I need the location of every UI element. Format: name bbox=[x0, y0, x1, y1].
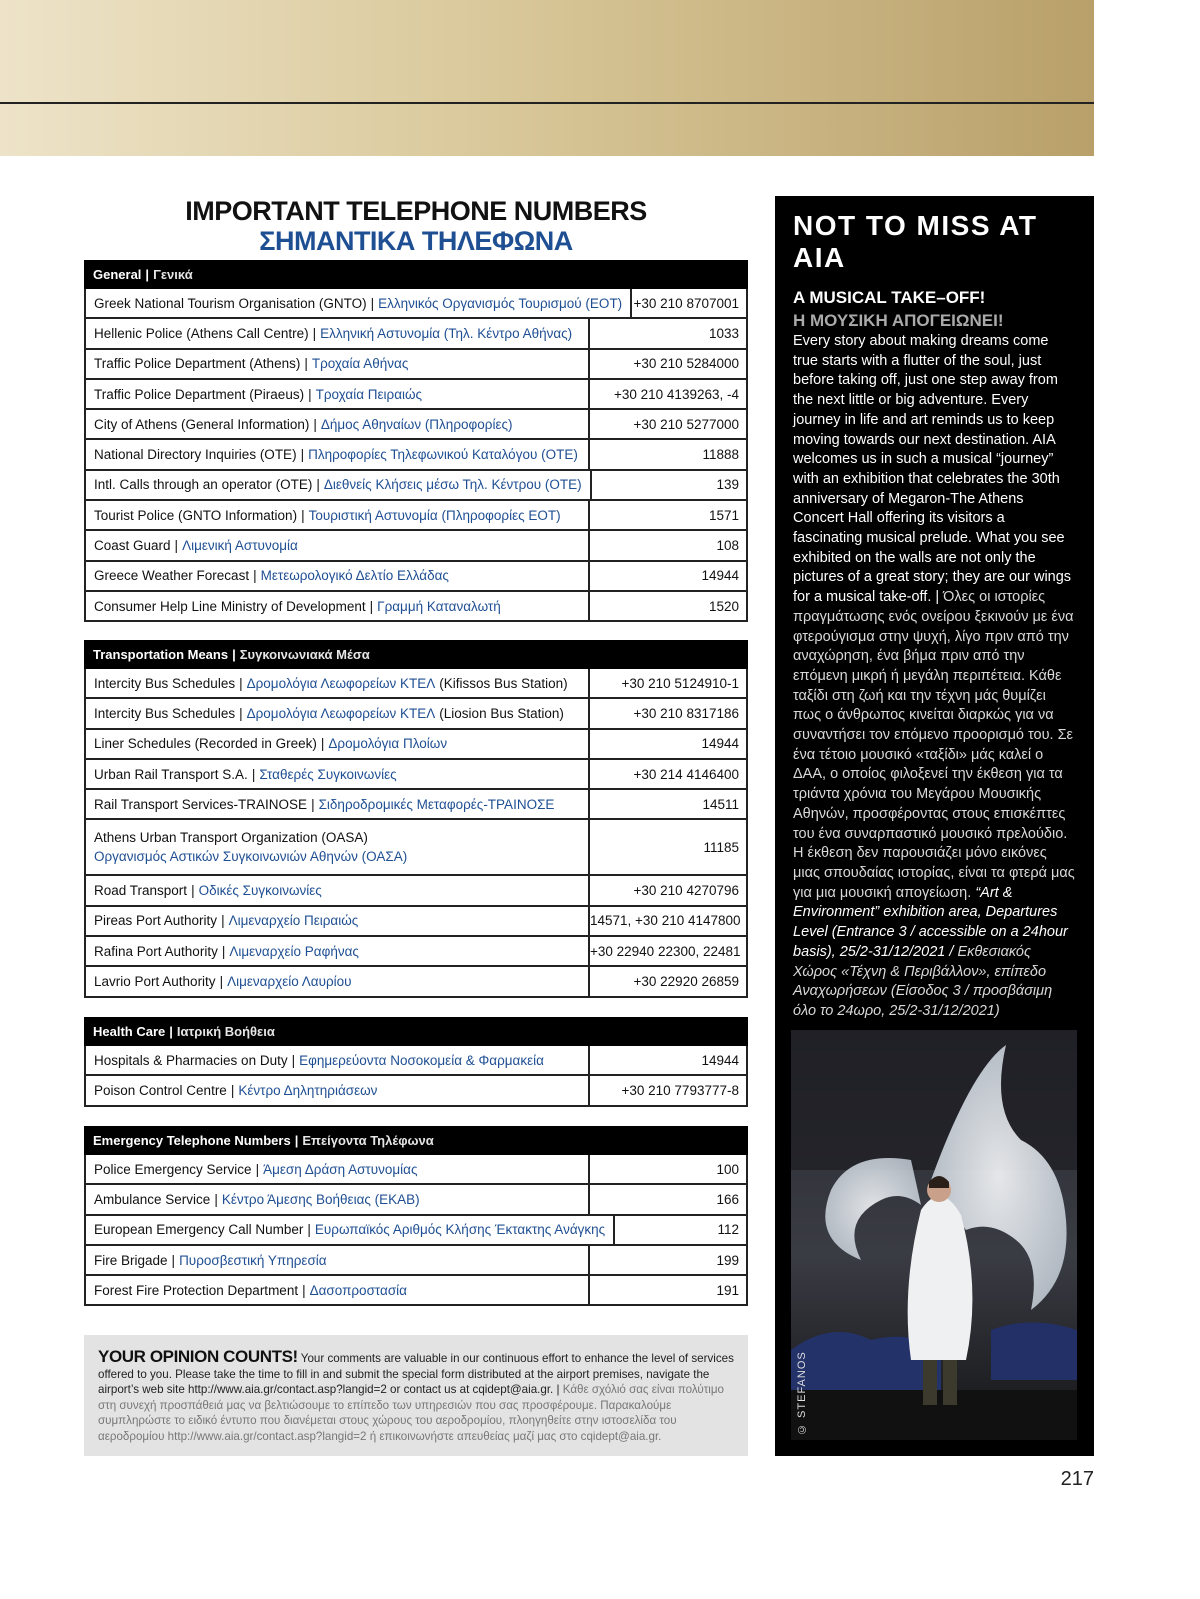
service-name-gr: Τουριστική Αστυνομία (Πληροφορίες ΕΟΤ) bbox=[308, 507, 561, 523]
name-separator: | bbox=[251, 766, 256, 782]
service-name-gr: Ελληνικός Οργανισμός Τουρισμού (ΕΟΤ) bbox=[378, 295, 623, 311]
service-name-gr: Οδικές Συγκοινωνίες bbox=[198, 883, 322, 899]
name-separator: | bbox=[316, 477, 320, 493]
section-heading bbox=[84, 640, 748, 669]
phone-number: 14511 bbox=[702, 796, 739, 812]
section-heading bbox=[84, 260, 748, 289]
name-separator: | bbox=[304, 356, 308, 372]
name-separator: | bbox=[191, 883, 195, 899]
table-row bbox=[84, 669, 748, 699]
section-heading-separator: | bbox=[232, 647, 236, 662]
service-name-cell bbox=[86, 350, 590, 378]
table-row bbox=[84, 592, 748, 622]
table-row bbox=[84, 501, 748, 531]
service-name-cell bbox=[86, 907, 590, 935]
table-row bbox=[84, 820, 748, 876]
section-heading bbox=[84, 1126, 748, 1155]
service-name-cell bbox=[86, 380, 590, 408]
service-name-cell bbox=[86, 876, 590, 904]
phone-number: 108 bbox=[716, 538, 739, 554]
section-table bbox=[84, 1017, 748, 1107]
table-row bbox=[84, 1246, 748, 1276]
service-name-gr: Δασοπροστασία bbox=[309, 1282, 407, 1298]
service-name-en: Traffic Police Department (Piraeus) bbox=[94, 386, 305, 402]
service-location: (Kifissos Bus Station) bbox=[439, 675, 568, 691]
opinion-heading: YOUR OPINION COUNTS! bbox=[98, 1347, 298, 1366]
phone-number: 199 bbox=[716, 1252, 739, 1268]
phone-number: 191 bbox=[716, 1282, 739, 1298]
table-row bbox=[84, 1046, 748, 1076]
service-name-cell bbox=[86, 1246, 590, 1274]
service-name-en: Greek National Tourism Organisation (GNTO) bbox=[94, 295, 367, 311]
phone-number: +30 210 8317186 bbox=[633, 705, 739, 721]
service-name-gr: Λιμεναρχείο Ραφήνας bbox=[229, 943, 359, 959]
service-location: (Liosion Bus Station) bbox=[439, 705, 564, 721]
table-row bbox=[84, 760, 748, 790]
service-name-gr: Λιμενική Αστυνομία bbox=[182, 538, 298, 554]
service-name-gr: Δρομολόγια Πλοίων bbox=[328, 736, 448, 752]
sidebar-body-en: Every story about making dreams come true starts with a flutter of the soul, just before taking off, just one step away from the next little or big adventure. Every journey in life and art reminds us to keep moving towards our next destination. AIA welcomes us in such a musical “journey” with an exhibition that celebrates the 30th anniversary of Megaron-The Athens Concert Hall offering its visitors a fascinating musical prelude. What you see exhibited on the walls are not only the pictures of a great story; they are our wings for a musical take-off. | bbox=[793, 333, 1072, 606]
service-name-en: Rail Transport Services-TRAINOSE bbox=[94, 796, 308, 812]
service-name-en: Coast Guard bbox=[94, 538, 171, 554]
service-name-en: Urban Rail Transport S.A. bbox=[94, 766, 248, 782]
name-separator: | bbox=[214, 1191, 218, 1207]
table-row bbox=[84, 1276, 748, 1306]
table-row bbox=[84, 1155, 748, 1185]
service-name-gr: Λιμεναρχείο Πειραιώς bbox=[228, 913, 359, 929]
sidebar-title: NOT TO MISS AT AIA bbox=[793, 210, 1038, 273]
name-separator: | bbox=[300, 447, 305, 463]
table-row bbox=[84, 699, 748, 729]
service-name-gr: Ελληνική Αστυνομία (Τηλ. Κέντρο Αθήνας) bbox=[320, 325, 573, 341]
dancer-photo bbox=[791, 1030, 1077, 1440]
name-separator: | bbox=[291, 1052, 296, 1068]
name-separator: | bbox=[301, 507, 305, 523]
service-name-cell bbox=[86, 501, 590, 529]
phone-number: +30 210 4139263, -4 bbox=[614, 386, 739, 402]
header-divider-line bbox=[0, 102, 1094, 104]
phone-number: +30 22920 26859 bbox=[633, 974, 739, 990]
phone-number: 14944 bbox=[701, 1052, 739, 1068]
service-name-en: Traffic Police Department (Athens) bbox=[94, 356, 301, 372]
table-row bbox=[84, 440, 748, 470]
service-name-cell bbox=[86, 820, 590, 874]
phone-number: +30 210 5284000 bbox=[633, 356, 739, 372]
service-name-cell bbox=[86, 730, 590, 758]
service-name-en: Intl. Calls through an operator (OTE) bbox=[94, 477, 313, 493]
service-name-cell bbox=[86, 790, 590, 818]
section-heading-en: Transportation Means bbox=[93, 647, 229, 662]
service-name-en: National Directory Inquiries (OTE) bbox=[94, 447, 297, 463]
name-separator: | bbox=[174, 538, 179, 554]
service-name-en: Police Emergency Service bbox=[94, 1161, 252, 1177]
service-name-gr: Δρομολόγια Λεωφορείων ΚΤΕΛ bbox=[246, 705, 436, 721]
service-name-en: European Emergency Call Number bbox=[94, 1222, 304, 1238]
phone-number: 166 bbox=[716, 1191, 739, 1207]
phone-number: +30 210 5277000 bbox=[633, 416, 739, 432]
service-name-en: Intercity Bus Schedules bbox=[94, 705, 236, 721]
service-name-gr: Μετεωρολογικό Δελτίο Ελλάδας bbox=[260, 568, 449, 584]
service-name-en: Tourist Police (GNTO Information) bbox=[94, 507, 298, 523]
sidebar-heading-gr: Η ΜΟΥΣΙΚΗ ΑΠΟΓΕΙΩΝΕΙ! bbox=[793, 311, 1004, 330]
service-name-en: Intercity Bus Schedules bbox=[94, 675, 236, 691]
service-name-en: Ambulance Service bbox=[94, 1191, 211, 1207]
service-name-en: Hellenic Police (Athens Call Centre) bbox=[94, 325, 309, 341]
service-name-gr: Διεθνείς Κλήσεις μέσω Τηλ. Κέντρου (ΟΤΕ) bbox=[323, 477, 582, 493]
table-row bbox=[84, 531, 748, 561]
service-name-gr: Πληροφορίες Τηλεφωνικού Καταλόγου (ΟΤΕ) bbox=[308, 447, 578, 463]
name-separator: | bbox=[221, 943, 226, 959]
service-name-en: Consumer Help Line Ministry of Development bbox=[94, 598, 366, 614]
service-name-cell bbox=[86, 1155, 590, 1183]
table-row bbox=[84, 1076, 748, 1106]
service-name-gr: Ευρωπαϊκός Αριθμός Κλήσης Έκτακτης Ανάγκης bbox=[314, 1222, 606, 1238]
table-row bbox=[84, 876, 748, 906]
service-name-gr: Γραμμή Καταναλωτή bbox=[377, 598, 501, 614]
service-name-en: City of Athens (General Information) bbox=[94, 416, 310, 432]
section-heading-gr: Συγκοινωνιακά Μέσα bbox=[239, 647, 370, 662]
service-name-en: Greece Weather Forecast bbox=[94, 568, 250, 584]
name-separator: | bbox=[221, 913, 225, 929]
phone-number: +30 210 8707001 bbox=[633, 295, 739, 311]
service-name-en: Rafina Port Authority bbox=[94, 943, 218, 959]
phone-number: 1571 bbox=[708, 507, 739, 523]
phone-number: 14944 bbox=[701, 736, 739, 752]
section-table bbox=[84, 1126, 748, 1306]
phone-number: 139 bbox=[716, 477, 739, 493]
header-gold-band bbox=[0, 0, 1094, 156]
service-name-gr: Κέντρο Άμεσης Βοήθειας (ΕΚΑΒ) bbox=[221, 1191, 420, 1207]
page-title-gr: ΣΗΜΑΝΤΙΚΑ ΤΗΛΕΦΩΝΑ bbox=[259, 226, 573, 256]
phone-number: +30 210 4270796 bbox=[633, 883, 739, 899]
name-separator: | bbox=[311, 796, 315, 812]
service-name-en: Pireas Port Authority bbox=[94, 913, 218, 929]
service-name-en: Hospitals & Pharmacies on Duty bbox=[94, 1052, 288, 1068]
table-row bbox=[84, 471, 748, 501]
name-separator: | bbox=[219, 974, 224, 990]
service-name-gr: Κέντρο Δηλητηριάσεων bbox=[238, 1082, 378, 1098]
section-table bbox=[84, 640, 748, 998]
section-heading-separator: | bbox=[169, 1024, 173, 1039]
service-name-cell bbox=[86, 699, 590, 727]
section-heading-separator: | bbox=[294, 1133, 299, 1148]
service-name-cell bbox=[86, 562, 590, 590]
service-name-gr: Λιμεναρχείο Λαυρίου bbox=[227, 974, 352, 990]
photo-credit: © STEFANOS bbox=[796, 1351, 808, 1435]
name-separator: | bbox=[302, 1282, 306, 1298]
section-heading-separator: | bbox=[145, 267, 150, 282]
name-separator: | bbox=[255, 1161, 260, 1177]
service-name-cell bbox=[86, 319, 590, 347]
service-name-cell bbox=[86, 1046, 590, 1074]
service-name-cell bbox=[86, 1185, 590, 1213]
name-separator: | bbox=[307, 1222, 311, 1238]
service-name-cell bbox=[86, 1076, 590, 1104]
table-row bbox=[84, 289, 748, 319]
service-name-gr: Τροχαία Πειραιώς bbox=[315, 386, 423, 402]
name-separator: | bbox=[370, 295, 375, 311]
phone-number: 14944 bbox=[701, 568, 739, 584]
service-name-en: Poison Control Centre bbox=[94, 1082, 227, 1098]
table-row bbox=[84, 967, 748, 997]
section-heading-gr: Ιατρική Βοήθεια bbox=[176, 1024, 275, 1039]
name-separator: | bbox=[239, 675, 243, 691]
service-name-gr: Σταθερές Συγκοινωνίες bbox=[259, 766, 397, 782]
section-heading-en: Health Care bbox=[93, 1024, 166, 1039]
phone-number: 100 bbox=[716, 1161, 739, 1177]
phone-number: +30 22940 22300, 22481 bbox=[590, 943, 741, 959]
service-name-cell bbox=[86, 937, 590, 965]
table-row bbox=[84, 380, 748, 410]
service-name-cell bbox=[86, 289, 632, 317]
table-row bbox=[84, 350, 748, 380]
service-name-cell bbox=[86, 471, 592, 499]
sidebar-venue-en: “Art & Environment” exhibition area, Departures Level (Entrance 3 / accessible on a 24hour basis), 25/2-31/12/2021 / bbox=[793, 884, 1068, 960]
service-name-cell bbox=[86, 967, 590, 995]
service-name-gr: Δρομολόγια Λεωφορείων ΚΤΕΛ bbox=[246, 675, 436, 691]
opinion-box bbox=[84, 1335, 748, 1456]
table-row bbox=[84, 790, 748, 820]
service-name-gr: Τροχαία Αθήνας bbox=[311, 356, 409, 372]
section-table bbox=[84, 260, 748, 622]
service-name-cell bbox=[86, 760, 590, 788]
page-title-en: IMPORTANT TELEPHONE NUMBERS bbox=[185, 196, 647, 226]
service-name-gr: Άμεση Δράση Αστυνομίας bbox=[263, 1161, 418, 1177]
phone-number: 1520 bbox=[708, 598, 739, 614]
phone-number: 1033 bbox=[708, 325, 739, 341]
name-separator: | bbox=[239, 705, 243, 721]
service-name-cell bbox=[86, 410, 590, 438]
service-name-en: Road Transport bbox=[94, 883, 188, 899]
section-heading-en: Emergency Telephone Numbers bbox=[93, 1133, 291, 1148]
name-separator: | bbox=[253, 568, 257, 584]
service-name-en: Athens Urban Transport Organization (OASA) bbox=[94, 830, 368, 846]
section-heading-gr: Γενικά bbox=[153, 267, 193, 282]
service-name-en: Liner Schedules (Recorded in Greek) bbox=[94, 736, 317, 752]
section-heading bbox=[84, 1017, 748, 1046]
service-name-en: Fire Brigade bbox=[94, 1252, 168, 1268]
table-row bbox=[84, 907, 748, 937]
service-name-cell bbox=[86, 592, 590, 620]
service-name-cell bbox=[86, 440, 590, 468]
phone-number: +30 210 5124910-1 bbox=[621, 675, 739, 691]
table-row bbox=[84, 730, 748, 760]
phone-number: 14571, +30 210 4147800 bbox=[590, 913, 741, 929]
name-separator: | bbox=[320, 736, 325, 752]
phone-number: +30 214 4146400 bbox=[633, 766, 739, 782]
dancer-photo-illustration bbox=[791, 1030, 1077, 1440]
service-name-en: Forest Fire Protection Department bbox=[94, 1282, 299, 1298]
name-separator: | bbox=[308, 386, 312, 402]
service-name-cell bbox=[86, 531, 590, 559]
phone-number: +30 210 7793777-8 bbox=[621, 1082, 739, 1098]
service-name-gr: Πυροσβεστική Υπηρεσία bbox=[179, 1252, 327, 1268]
sidebar-body-gr: Όλες οι ιστορίες πραγμάτωσης ενός ονείρου ξεκινούν με ένα φτερούγισμα στην ψυχή, λίγο πριν από την αναχώρηση, ένα βήμα πριν από την επόμενη μικρή ή μεγάλη περιπέτεια. Κάθε ταξίδι στη ζωή και την τέχνη μάς θυμίζει πως ο άνθρωπος κινείται διαρκώς για να συναντήσει τον επόμενο προορισμό του. Σε ένα τέτοιο μουσικό «ταξίδι» μάς καλεί ο ΔΑΑ, ο οποίος φιλοξενεί την έκθεση για τα τριάντα χρόνια του Μεγάρου Μουσικής Αθηνών, προσφέροντας στους επισκέπτες του ένα συναρπαστικό μουσικό πρελούδιο. Η έκθεση δεν παρουσιάζει μόνο εικόνες μιας σπουδαίας ιστορίας, είναι τα φτερά μας για μια μουσική απογείωση. bbox=[793, 589, 1075, 901]
table-row bbox=[84, 937, 748, 967]
section-heading-gr: Επείγοντα Τηλέφωνα bbox=[302, 1133, 434, 1148]
name-separator: | bbox=[313, 416, 317, 432]
sidebar-article bbox=[793, 332, 1076, 1022]
table-row bbox=[84, 319, 748, 349]
name-separator: | bbox=[230, 1082, 235, 1098]
table-row bbox=[84, 1185, 748, 1215]
phone-number: 11888 bbox=[702, 447, 739, 463]
service-name-cell bbox=[86, 669, 590, 697]
table-row bbox=[84, 410, 748, 440]
phone-number: 11185 bbox=[703, 839, 739, 855]
opinion-text-gr: Κάθε σχόλιό σας είναι πολύτιμο στη συνεχή προσπάθειά μας να βελτιώσουμε το επίπεδο των υπηρεσιών που σας προσφέρουμε. Παρακαλούμε συμπληρώστε το ειδικό έντυπο που διανέμεται στους χώρους του αεροδρομίου, πλοηγηθείτε στην ιστοσελίδα του αεροδρομίου http://www.aia.gr/contact.asp?langid=2 ή επικοινωνήστε απευθείας μαζί μας στο cqidept@aia.gr. bbox=[98, 1383, 724, 1443]
sidebar-heading-en: A MUSICAL TAKE–OFF! bbox=[793, 288, 986, 307]
opinion-text-en: Your comments are valuable in our continuous effort to enhance the level of services offered to you. Please take the time to fill in and submit the special form distributed at the airport premises, navigate the airport’s web site http://www.aia.gr/contact.asp?langid=2 or contact us at cqidept@aia.gr. | bbox=[98, 1352, 734, 1397]
service-name-gr: Οργανισμός Αστικών Συγκοινωνιών Αθηνών (ΟΑΣΑ) bbox=[94, 849, 408, 865]
service-name-cell bbox=[86, 1276, 590, 1304]
sidebar-venue-gr: Εκθεσιακός Χώρος «Τέχνη & Περιβάλλον», επίπεδο Αναχωρήσεων (Είσοδος 3 / προσβάσιμη όλο το 24ωρο, 25/2-31/12/2021) bbox=[793, 943, 1053, 1019]
service-name-en: Lavrio Port Authority bbox=[94, 974, 216, 990]
page-number: 217 bbox=[1060, 1468, 1094, 1490]
table-row bbox=[84, 562, 748, 592]
name-separator: | bbox=[171, 1252, 176, 1268]
phone-number: 112 bbox=[717, 1222, 739, 1238]
table-row bbox=[84, 1216, 748, 1246]
service-name-gr: Εφημερεύοντα Νοσοκομεία & Φαρμακεία bbox=[299, 1052, 544, 1068]
section-heading-en: General bbox=[93, 267, 142, 282]
service-name-cell bbox=[86, 1216, 615, 1244]
service-name-gr: Σιδηροδρομικές Μεταφορές-ΤΡΑΙΝΟΣΕ bbox=[318, 796, 555, 812]
name-separator: | bbox=[369, 598, 374, 614]
service-name-gr: Δήμος Αθηναίων (Πληροφορίες) bbox=[320, 416, 513, 432]
name-separator: | bbox=[312, 325, 317, 341]
